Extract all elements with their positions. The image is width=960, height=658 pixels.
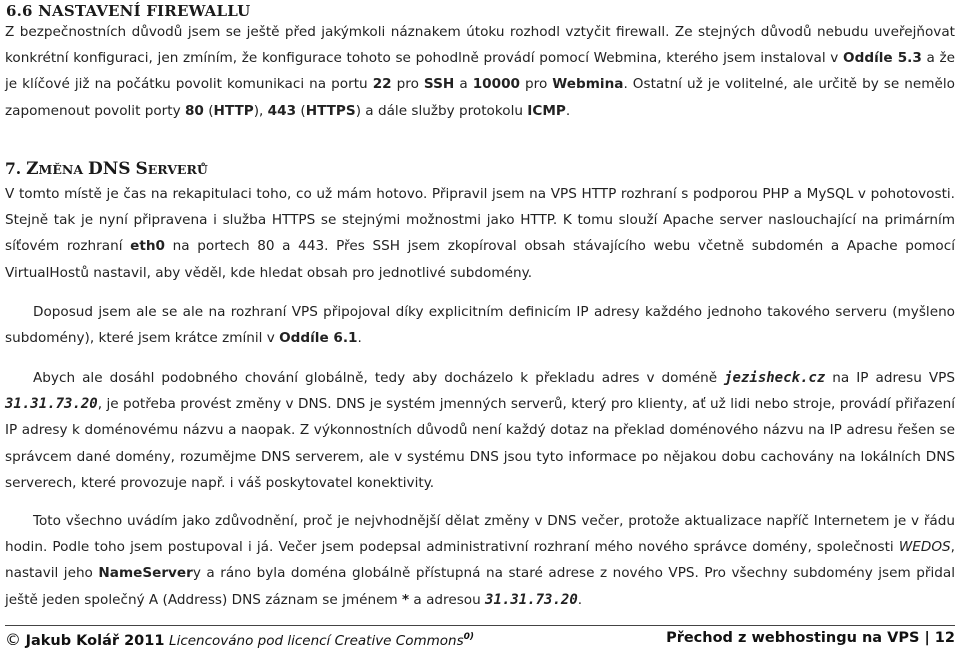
footer-divider: [5, 625, 955, 626]
copyright-symbol: ©: [5, 630, 21, 649]
footer-license: Licencováno pod licencí Creative Commons: [169, 633, 464, 649]
section-heading-6-6: 6.6 NASTAVENÍ FIREWALLU: [6, 2, 251, 20]
vps-interface-paragraph: Doposud jsem ale se ale na rozhraní VPS připojoval díky explicitním definicím IP adresy každého jednoho takového serveru (myšleno subdomény), které jsem krátce zmínil v Oddíle 6.1.: [5, 304, 955, 347]
footer-author-license: [5, 630, 474, 649]
page-footer: [5, 630, 955, 654]
footer-title-page: Přechod z webhostingu na VPS | 12: [666, 630, 955, 646]
firewall-paragraph: Z bezpečnostních důvodů jsem se ještě před jakýmkoli náznakem útoku rozhodl vztyčit firewall. Ze stejných důvodů nebudu uveřejňovat konkrétní konfiguraci, jen zmíním, že konfigurace tohoto se pohodlně provádí pomocí Webmina, kterého jsem instaloval v Oddíle 5.3 a že je klíčové již na počátku povolit komunikaci na portu 22 pro SSH a 10000 pro Webmina. Ostatní už je volitelné, ale určitě by se nemělo zapomenout povolit porty 80 (HTTP), 443 (HTTPS) a dále služby protokolu ICMP.: [5, 24, 955, 119]
footer-license-note: 0): [463, 632, 475, 643]
recap-paragraph: V tomto místě je čas na rekapitulaci toho, co už mám hotovo. Připravil jsem na VPS HTTP rozhraní s podporou PHP a MySQL v pohotovosti. Stejně tak je nyní připravena i služba HTTPS se stejnými možnostmi jako HTTP. K tomu slouží Apache server naslouchající na primárním síťovém rozhraní eth0 na portech 80 a 443. Přes SSH jsem zkopíroval obsah stávajícího webu včetně subdomén a Apache pomocí VirtualHostů nastavil, aby věděl, kde hledat obsah pro jednotlivé subdomény.: [5, 186, 955, 281]
section-heading-7: 7. ZMĚNA DNS SERVERŮ: [5, 159, 208, 179]
dns-explanation-paragraph: Abych ale dosáhl podobného chování globálně, tedy aby docházelo k překladu adres v doméně jezisheck.cz na IP adresu VPS 31.31.73.20, je potřeba provést změny v DNS. DNS je systém jmenných serverů, který pro klienty, ať už lidi nebo stroje, provádí přiřazení IP adresy k doménovému názvu a naopak. Z výkonnostních důvodů není každý dotaz na překlad doménového názvu na IP adresu řešen se správcem dané domény, rozumějme DNS serverem, ale v systému DNS jsou tyto informace po nějakou dobu cachovány na lokálních DNS serverech, které provozuje např. i váš poskytovatel konektivity.: [5, 370, 955, 491]
dns-change-paragraph: Toto všechno uvádím jako zdůvodnění, proč je nejvhodnější dělat změny v DNS večer, protože aktualizace napříč Internetem je v řádu hodin. Podle toho jsem postupoval i já. Večer jsem podepsal administrativní rozhraní mého nového správce domény, společnosti WEDOS, nastavil jeho NameServery a ráno byla doména globálně přístupná na staré adrese z nového VPS. Pro všechny subdomény jsem přidal ještě jeden společný A (Address) DNS záznam se jménem * a adresou 31.31.73.20.: [5, 513, 955, 608]
footer-author: Jakub Kolář 2011: [25, 633, 165, 649]
